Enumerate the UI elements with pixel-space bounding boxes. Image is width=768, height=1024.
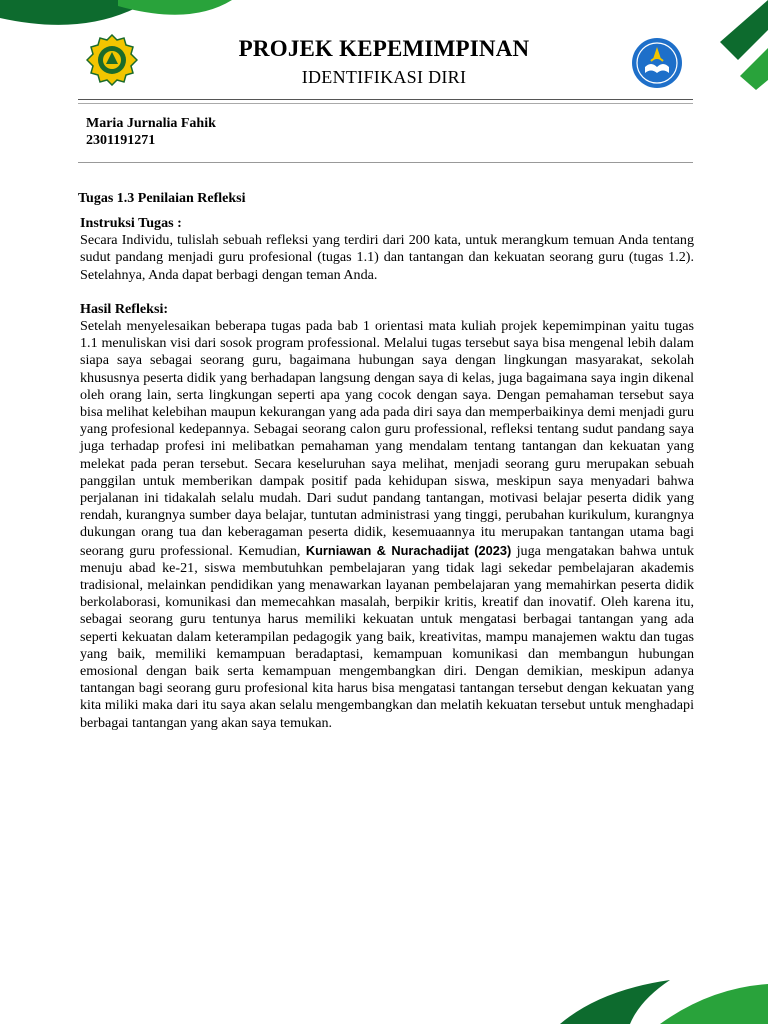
reflection-text-part-1: Setelah menyelesaikan beberapa tugas pada bab 1 orientasi mata kuliah projek kepemimpinan yaitu tugas 1.1 menuliskan visi dari sosok program professional. Melalui tugas tersebut saya bisa mengenal lebih dalam siapa saya sebagai seorang guru, bagaimana hubungan saya dengan lingkungan masyarakat, sekolah khususnya peserta didik yang berhadapan langsung dengan saya di kelas, juga bagaimana saya ingin dikenal oleh orang lain, serta lingkungan seperti apa yang cocok dengan saya. Dengan pemahaman tersebut saya bisa melihat kelebihan maupun kekurangan yang ada pada diri saya dan memperbaikinya demi menjadi guru yang profesional kedepannya. Sebagai seorang calon guru professional, refleksi tentang sudut pandang saya juga terhadap profesi ini melibatkan pemahaman yang mendalam tentang tantangan dan kekuatan yang melekat pada peran tersebut. Secara keseluruhan saya melihat, menjadi seorang guru merupakan sebuah panggilan untuk memberikan dampak positif pada kehidupan siswa, meskipun saya menyadari bahwa perjalanan ini tidakalah selalu mudah. Dari sudut pandang tantangan, motivasi belajar peserta didik yang rendah, kurangnya sumber daya belajar, tuntutan administrasi yang tinggi, perubahan kurikulum, kurangnya dukungan orang tua dan keberagaman peserta didik, kesemuaannya itu merupakan tantangan utama bagi seorang guru professional. Kemudian,	[80, 318, 694, 559]
citation: Kurniawan & Nurachadijat (2023)	[305, 542, 512, 558]
document-title: PROJEK KEPEMIMPINAN	[238, 36, 530, 61]
student-name: Maria Jurnalia Fahik	[86, 116, 216, 131]
student-info	[86, 115, 216, 149]
reflection-label: Hasil Refleksi:	[80, 300, 169, 317]
instruction-text: Secara Individu, tulislah sebuah refleksi yang terdiri dari 200 kata, untuk merangkum temuan Anda tentang sudut pandang menjadi guru profesional (tugas 1.1) dan tantangan dan kekuatan seorang guru (tugas 1.2). Setelahnya, Anda dapat berbagi dengan teman Anda.	[80, 232, 694, 283]
bottom-right-decoration	[560, 980, 768, 1024]
document-body	[80, 215, 694, 732]
header-divider	[78, 99, 693, 100]
task-title: Tugas 1.3 Penilaian Refleksi	[78, 191, 246, 206]
instruction-label: Instruksi Tugas :	[80, 215, 182, 231]
reflection-text	[80, 318, 694, 732]
header-divider-thin	[78, 103, 693, 104]
reflection-text-part-2: juga mengatakan bahwa untuk menuju abad ke-21, siswa membutuhkan pembelajaran yang tidak lagi sekedar pembelajaran akademis tradisional, melainkan pendidikan yang menawarkan layanan pembelajaran yang memahirkan peserta didik berkolaborasi, komunikasi dan memecahkan masalah, berpikir kritis, kreatif dan inovatif. Oleh karena itu, sebagai seorang guru tentunya harus memiliki kekuatan untuk mengatasi berbagai tantangan yang ada seperti kekuatan dalam keterampilan pedagogik yang baik, kreativitas, mampu manajemen waktu dan tugas yang baik, memiliki kemampuan beradaptasi, kemampuan komunikasi dan membangun hubungan emosional dengan baik serta kemampuan mengembangkan diri. Dengan demikian, meskipun adanya tantangan bagi seorang guru profesional kita harus bisa mengatasi tantangan tersebut dengan kekuatan yang kita miliki maka dari itu saya akan selalu mengembangkan dan melatih kekuatan tersebut untuk menghadapi berbagai tantangan yang akan saya temukan.	[80, 542, 695, 731]
paragraph-spacer	[80, 284, 694, 301]
student-id: 2301191271	[86, 133, 156, 148]
section-divider	[78, 162, 693, 163]
document-subtitle: IDENTIFIKASI DIRI	[301, 67, 467, 87]
